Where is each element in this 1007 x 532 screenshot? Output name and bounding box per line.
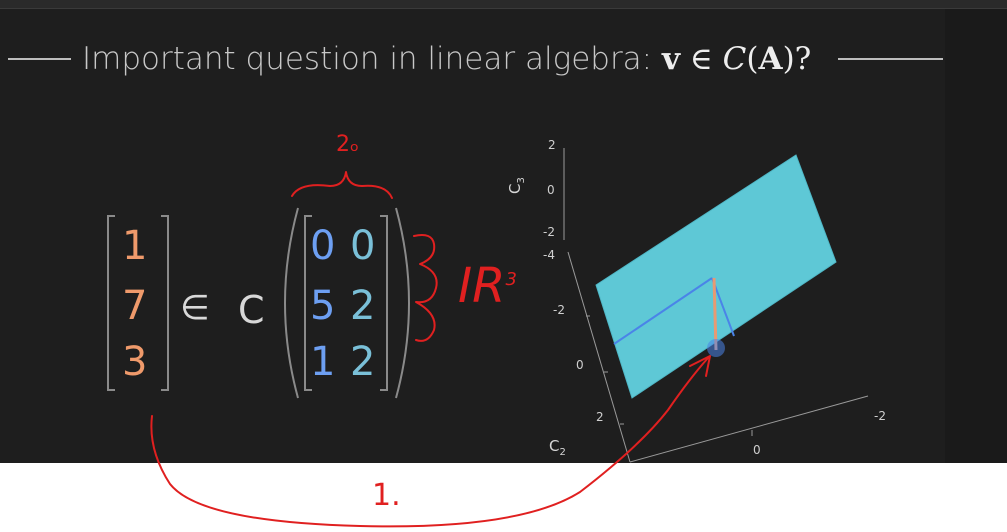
vector-entry: 7 bbox=[122, 283, 148, 329]
column-space-plane bbox=[596, 155, 836, 398]
vector-v-symbol: v bbox=[661, 41, 680, 77]
vector-entry: 1 bbox=[122, 223, 148, 269]
open-paren: ( bbox=[746, 41, 759, 77]
c1-tick-label: -2 bbox=[874, 409, 886, 423]
element-of-symbol: ∈ bbox=[689, 41, 713, 77]
c3-tick-label: -2 bbox=[543, 225, 555, 239]
paren-right bbox=[396, 208, 409, 398]
space-exponent: 3 bbox=[505, 269, 517, 290]
element-of-symbol-eq: ∈ bbox=[180, 288, 210, 328]
matrix-entry-col2: 0 bbox=[350, 223, 376, 269]
c2-sub: 2 bbox=[559, 447, 566, 458]
top-brace-label: 2ₒ bbox=[336, 132, 360, 157]
matrix-entry-col1: 5 bbox=[310, 283, 336, 329]
c2-label: C bbox=[549, 437, 560, 455]
c2-tick-label: -2 bbox=[553, 303, 565, 317]
space-label-text: IR bbox=[458, 258, 506, 314]
title-text: Important question in linear algebra: bbox=[82, 41, 662, 77]
bottom-label: 1. bbox=[372, 478, 401, 513]
c2-tick-label: 0 bbox=[576, 358, 584, 372]
c3-tick-label: 0 bbox=[547, 183, 555, 197]
c3-tick-label: 2 bbox=[548, 138, 556, 152]
matrix-entry-col1: 0 bbox=[310, 223, 336, 269]
vector-bracket-right bbox=[161, 216, 168, 390]
c3-label: C bbox=[506, 183, 524, 194]
c3-sub: 3 bbox=[516, 177, 527, 184]
top-brace bbox=[292, 172, 392, 198]
column-space-symbol: C bbox=[722, 41, 747, 77]
close-question: )? bbox=[782, 41, 812, 77]
c1-tick-label: 0 bbox=[753, 443, 761, 457]
paren-left bbox=[285, 208, 298, 398]
c2-tick-label: 2 bbox=[596, 410, 604, 424]
right-brace bbox=[414, 235, 437, 341]
c1-axis bbox=[630, 396, 868, 462]
vector-entry: 3 bbox=[122, 339, 148, 385]
vector-bracket-left bbox=[108, 216, 115, 390]
matrix-a-symbol: A bbox=[758, 41, 783, 77]
column-space-operator: C bbox=[238, 288, 265, 332]
c3-axis-title bbox=[506, 177, 527, 194]
matrix-entry-col2: 2 bbox=[350, 339, 376, 385]
matrix-entry-col2: 2 bbox=[350, 283, 376, 329]
space-label bbox=[458, 258, 517, 314]
matrix-bracket-right bbox=[380, 216, 387, 390]
c2-axis-title bbox=[549, 437, 566, 458]
matrix-entry-col1: 1 bbox=[310, 339, 336, 385]
cursor-highlight bbox=[707, 339, 725, 357]
c2-tick-label: -4 bbox=[543, 248, 555, 262]
matrix-bracket-left bbox=[305, 216, 312, 390]
